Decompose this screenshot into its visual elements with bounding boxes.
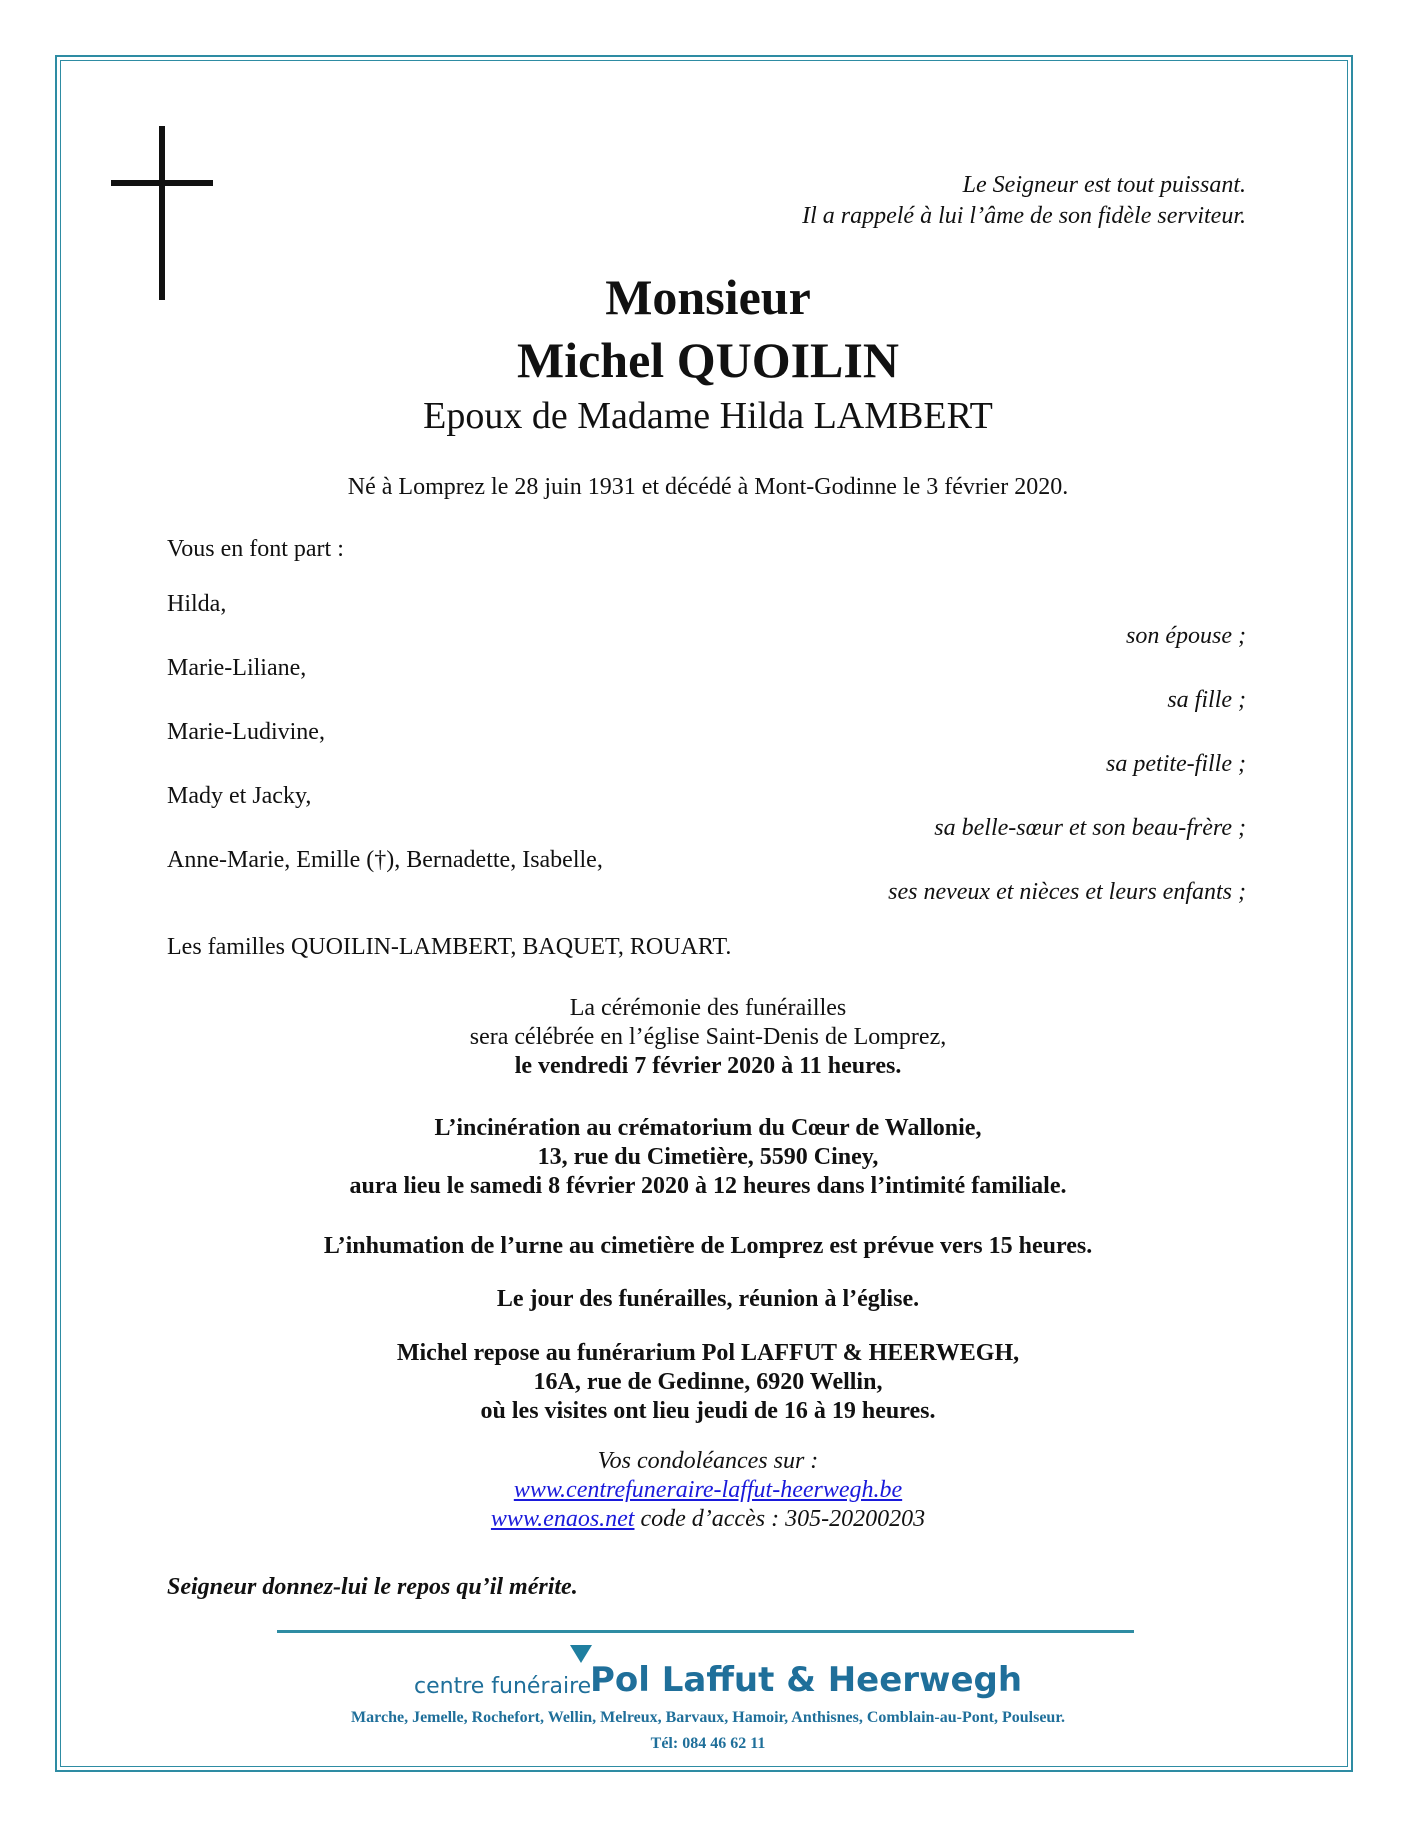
family-names-0: Hilda, (167, 591, 227, 617)
incineration-line-2: 13, rue du Cimetière, 5590 Ciney, (537, 1144, 879, 1170)
birth-death-line: Né à Lomprez le 28 juin 1931 et décédé à Mont-Godinne le 3 février 2020. (347, 474, 1069, 500)
reunion-line: Le jour des funérailles, réunion à l’église. (496, 1286, 920, 1312)
opening-quote (802, 170, 1246, 232)
civility: Monsieur (605, 269, 811, 325)
footer-divider (277, 1630, 1134, 1633)
logo-title: Pol Laffut & Heerwegh (590, 1660, 1023, 1700)
family-relation-2: sa petite-fille ; (1106, 751, 1246, 777)
access-code: code d’accès : 305-20200203 (634, 1506, 926, 1532)
family-names-3: Mady et Jacky, (167, 783, 312, 809)
logo-subtitle: centre funéraire (414, 1674, 592, 1699)
reposes-block (0, 1339, 1416, 1426)
family-relation-0: son épouse ; (1126, 623, 1246, 649)
incineration-line-3: aura lieu le samedi 8 février 2020 à 12 heures dans l’intimité familiale. (349, 1173, 1067, 1199)
cross-horizontal-bar (111, 180, 213, 186)
logo-triangle-icon (570, 1645, 592, 1663)
family-names-1: Marie-Liliane, (167, 655, 307, 681)
family-relation-3: sa belle-sœur et son beau-frère ; (934, 815, 1246, 841)
ceremony-line-1: La cérémonie des funérailles (569, 995, 847, 1021)
closing-prayer: Seigneur donnez-lui le repos qu’il mérite. (167, 1574, 578, 1600)
reposes-line-1: Michel repose au funérarium Pol LAFFUT & HEERWEGH, (396, 1340, 1020, 1366)
spouse-line: Epoux de Madame Hilda LAMBERT (423, 395, 993, 437)
footer-towns: Marche, Jemelle, Rochefort, Wellin, Melreux, Barvaux, Hamoir, Anthisnes, Comblain-au-Pont, Poulseur. (351, 1709, 1065, 1726)
reposes-line-3: où les visites ont lieu jeudi de 16 à 19 heures. (480, 1398, 936, 1424)
inhumation-line: L’inhumation de l’urne au cimetière de Lomprez est prévue vers 15 heures. (323, 1233, 1093, 1259)
announce-line: Vous en font part : (167, 536, 344, 562)
condolences-block (0, 1447, 1416, 1534)
deceased-name: Michel QUOILIN (517, 332, 899, 388)
condolences-intro: Vos condoléances sur : (597, 1448, 819, 1474)
quote-line-2: Il a rappelé à lui l’âme de son fidèle serviteur. (802, 203, 1246, 229)
ceremony-block (0, 994, 1416, 1081)
families-line: Les familles QUOILIN-LAMBERT, BAQUET, ROUART. (167, 934, 732, 960)
incineration-block (0, 1114, 1416, 1201)
family-names-4: Anne-Marie, Emille (†), Bernadette, Isabelle, (167, 847, 603, 873)
reposes-line-2: 16A, rue de Gedinne, 6920 Wellin, (533, 1369, 883, 1395)
footer-telephone: Tél: 084 46 62 11 (650, 1735, 766, 1752)
family-relation-4: ses neveux et nièces et leurs enfants ; (888, 879, 1246, 905)
family-relation-1: sa fille ; (1167, 687, 1246, 713)
family-names-2: Marie-Ludivine, (167, 719, 325, 745)
incineration-line-1: L’incinération au crématorium du Cœur de Wallonie, (434, 1115, 982, 1141)
condolences-link-enaos[interactable]: www.enaos.net (490, 1506, 635, 1532)
ceremony-line-2: sera célébrée en l’église Saint-Denis de Lomprez, (469, 1024, 947, 1050)
quote-line-1: Le Seigneur est tout puissant. (962, 172, 1246, 198)
ceremony-line-3: le vendredi 7 février 2020 à 11 heures. (514, 1053, 902, 1079)
condolences-link-laffut[interactable]: www.centrefuneraire-laffut-heerwegh.be (513, 1477, 903, 1503)
